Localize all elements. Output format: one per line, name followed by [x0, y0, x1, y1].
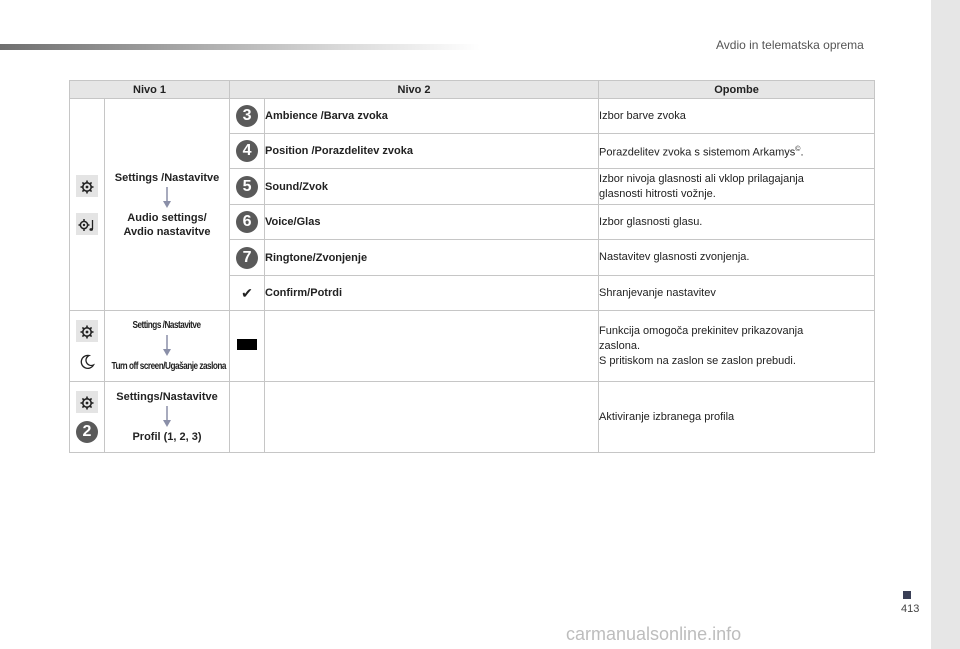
number-badge-6: 6 [236, 211, 258, 233]
table-row [70, 382, 875, 453]
number-badge-5: 5 [236, 176, 258, 198]
arrow-down-icon [162, 187, 172, 209]
row-label: Position /Porazdelitev zvoka [265, 134, 599, 169]
header-gradient-bar [0, 44, 480, 50]
level1-screen-off-label: Turn off screen/Ugašanje zaslona [111, 361, 226, 372]
row-note: Nastavitev glasnosti zvonjenja. [599, 240, 875, 276]
column-header-notes: Opombe [599, 81, 875, 99]
row-note [599, 134, 875, 169]
row-label [265, 311, 599, 382]
copyright-sup: © [795, 145, 801, 153]
side-margin-strip [931, 0, 960, 649]
page-number: 413 [901, 603, 920, 615]
number-badge-4: 4 [236, 140, 258, 162]
row-note: Izbor barve zvoka [599, 99, 875, 134]
row-number [230, 240, 265, 276]
row-number [230, 205, 265, 240]
group1-level1 [105, 99, 230, 311]
row-label: Voice/Glas [265, 205, 599, 240]
watermark: carmanualsonline.info [566, 624, 742, 644]
settings-gear-icon [76, 320, 98, 342]
page-header-title: Avdio in telematska oprema [716, 38, 864, 52]
page-marker [903, 591, 911, 599]
level1-profile-label: Profil (1, 2, 3) [132, 431, 202, 443]
column-header-level2: Nivo 2 [230, 81, 599, 99]
row-label: Confirm/Potrdi [265, 276, 599, 311]
row-label: Ringtone/Zvonjenje [265, 240, 599, 276]
row-note [599, 169, 875, 205]
level1-audio-label-2: Avdio nastavitve [123, 225, 211, 238]
level1-settings-label: Settings /Nastavitve [132, 320, 202, 331]
row-label: Ambience /Barva zvoka [265, 99, 599, 134]
column-header-level1: Nivo 1 [70, 81, 230, 99]
level1-audio-label-1: Audio settings/ [127, 211, 207, 224]
screen-off-icon [237, 339, 257, 350]
group2-icons [70, 311, 105, 382]
moon-icon [76, 350, 98, 372]
row-number [230, 382, 265, 453]
group3-level1 [105, 382, 230, 453]
note-end: . [800, 146, 804, 159]
level1-settings-label: Settings/Nastavitve [116, 391, 218, 403]
row-number [230, 169, 265, 205]
group2-level1 [105, 311, 230, 382]
note-text: Porazdelitev zvoka s sistemom Arkamys [599, 146, 796, 159]
row-note: Aktiviranje izbranega profila [599, 382, 875, 453]
arrow-down-icon [162, 335, 172, 357]
row-note [599, 311, 875, 382]
row-label [265, 382, 599, 453]
note-line-1: Funkcija omogoča prekinitev prikazovanja [599, 324, 804, 337]
number-badge-7: 7 [236, 247, 258, 269]
table-row [70, 99, 875, 134]
number-badge-2: 2 [76, 421, 98, 443]
level1-settings-label: Settings /Nastavitve [114, 171, 220, 184]
note-line-2: glasnosti hitrosti vožnje. [599, 187, 716, 200]
note-line-1: Izbor nivoja glasnosti ali vklop prilagajanja [599, 172, 804, 185]
table-header-row [70, 81, 875, 99]
menu-table [69, 80, 875, 453]
row-number [230, 134, 265, 169]
note-line-3: S pritiskom na zaslon se zaslon prebudi. [599, 354, 796, 367]
arrow-down-icon [162, 406, 172, 428]
row-note: Shranjevanje nastavitev [599, 276, 875, 311]
settings-gear-icon [76, 175, 98, 197]
group3-icons [70, 382, 105, 453]
row-number [230, 276, 265, 311]
audio-settings-icon [76, 213, 98, 235]
table-row [70, 311, 875, 382]
row-label: Sound/Zvok [265, 169, 599, 205]
row-number [230, 311, 265, 382]
note-line-2: zaslona. [599, 339, 641, 352]
row-number [230, 99, 265, 134]
settings-gear-icon [76, 391, 98, 413]
check-icon: ✔ [241, 284, 253, 301]
number-badge-3: 3 [236, 105, 258, 127]
group1-icons [70, 99, 105, 311]
row-note: Izbor glasnosti glasu. [599, 205, 875, 240]
